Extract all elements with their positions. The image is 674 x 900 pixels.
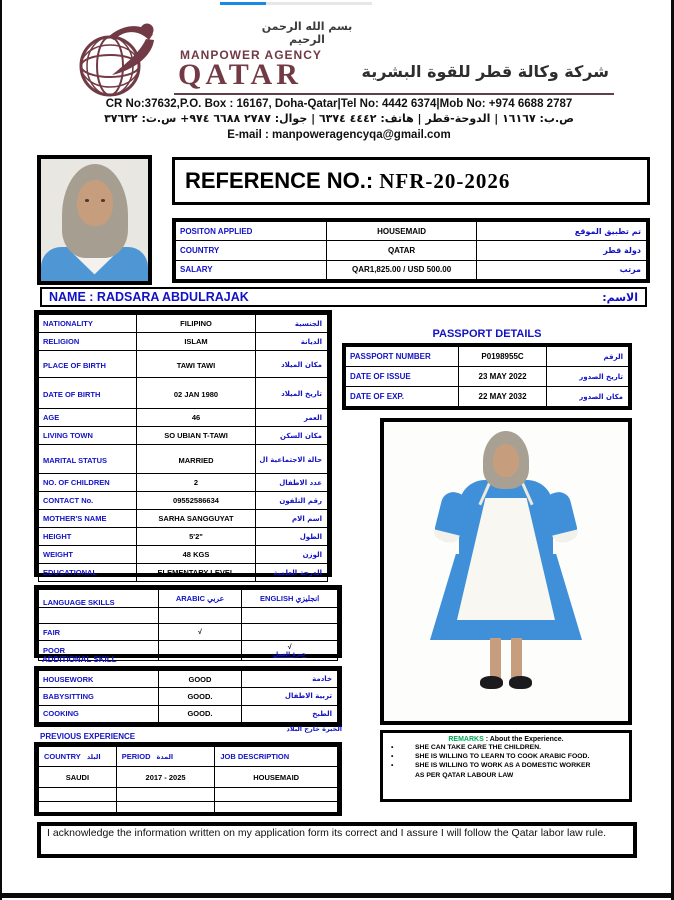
date-of-issue-value: 23 MAY 2022 [459, 367, 547, 387]
contact-line-english: CR No:37632,P.O. Box : 16167, Doha-Qatar|Tel No: 4442 6374|Mob No: +974 6688 2787 [105, 98, 573, 110]
language-empty-english [242, 608, 338, 624]
weight-value: 48 KGS [137, 546, 255, 564]
experience-period [116, 802, 215, 816]
nationality-value: FILIPINO [137, 315, 255, 333]
period-column-header: PERIOD المدة [116, 747, 215, 767]
agency-name-arabic: شركة وكالة قطر للقوة البشرية [361, 62, 609, 81]
work-experience-note: خبرة العمل [273, 650, 307, 658]
table-row [176, 260, 647, 279]
position-applied-arabic: تم تطبيق الموقع [477, 222, 647, 241]
contact-arabic: رقم التلفون [255, 492, 327, 510]
table-row [39, 510, 328, 528]
headshot-face [77, 180, 113, 226]
country-column-header: COUNTRY البلد [39, 747, 117, 767]
table-row [346, 347, 629, 367]
table-row [39, 590, 338, 608]
contact-line-arabic: ص.ب: ١٦١٦٧ | الدوحة-قطر | هاتف: ٤٤٤٢ ٦٣٧٤ | جوال: ٢٧٨٧ ٦٦٨٨ ٩٧٤+ س.ت: ٣٧٦٣٢ [104, 112, 574, 125]
experience-country [39, 802, 117, 816]
age-label: AGE [39, 409, 137, 427]
experience-country [39, 788, 117, 802]
salary-label: SALARY [176, 260, 327, 279]
language-empty-arabic [158, 608, 242, 624]
salary-value: QAR1,825.00 / USD 500.00 [326, 260, 477, 279]
fullbody-leg-right [511, 638, 522, 680]
date-of-issue-label: DATE OF ISSUE [346, 367, 459, 387]
fullbody-shoe-left [480, 676, 503, 689]
housework-label: HOUSEWORK [39, 671, 159, 688]
remark-text: SHE IS WILLING TO LEARN TO COOK ARABIC FOOD. [415, 753, 590, 761]
position-applied-label: POSITON APPLIED [176, 222, 327, 241]
fair-arabic-check: √ [158, 624, 242, 641]
table-row [346, 387, 629, 407]
children-arabic: عدد الاطفال [255, 474, 327, 492]
passport-details-title: PASSPORT DETAILS [432, 328, 542, 340]
date-of-birth-value: 02 JAN 1980 [137, 378, 255, 409]
email-line: E-mail : manpoweragencyqa@gmail.com [227, 129, 451, 141]
date-of-issue-arabic: تاريخ الصدور [546, 367, 628, 387]
salary-arabic: مرتب [477, 260, 647, 279]
top-progress-bar [220, 2, 372, 5]
table-row [39, 378, 328, 409]
table-row [39, 688, 338, 705]
housework-arabic: خادمة [242, 671, 338, 688]
experience-country: SAUDI [39, 767, 117, 788]
applicant-headshot-photo [37, 155, 152, 285]
housework-value: GOOD [158, 671, 242, 688]
date-of-birth-label: DATE OF BIRTH [39, 378, 137, 409]
position-applied-value: HOUSEMAID [326, 222, 477, 241]
marital-status-arabic: حالة الاجتماعية ال [255, 445, 327, 474]
table-row [39, 608, 338, 624]
place-of-birth-label: PLACE OF BIRTH [39, 351, 137, 378]
table-row [39, 315, 328, 333]
table-row [39, 445, 328, 474]
bismillah-calligraphy: بسم الله الرحمن الرحيم [261, 20, 353, 46]
living-town-label: LIVING TOWN [39, 427, 137, 445]
contact-value: 09552586634 [137, 492, 255, 510]
agency-name-line2: QATAR [178, 58, 302, 91]
living-town-arabic: مكان السكن [255, 427, 327, 445]
table-row [39, 528, 328, 546]
table-row [39, 427, 328, 445]
language-empty-label [39, 608, 159, 624]
reference-value: NFR-20-2026 [379, 168, 511, 193]
previous-experience-title: PREVIOUS EXPERIENCE [40, 732, 136, 741]
table-row [39, 492, 328, 510]
table-row [39, 624, 338, 641]
babysitting-label: BABYSITTING [39, 688, 159, 705]
position-applied-table [172, 218, 650, 283]
table-row [39, 705, 338, 722]
remark-item [389, 752, 623, 761]
educational-value: ELEMENTARY LEVEL [137, 564, 255, 582]
applicant-fullbody-photo [380, 418, 632, 725]
mother-name-arabic: اسم الام [255, 510, 327, 528]
educational-label: EDUCATIONAL [39, 564, 137, 582]
language-skills-label: LANGUAGE SKILLS [39, 590, 159, 608]
name-arabic-label: الاسم: [602, 290, 638, 304]
table-row [176, 241, 647, 260]
personal-details-table [34, 310, 332, 577]
name-bar [40, 287, 647, 307]
passport-number-value: P0198955C [459, 347, 547, 367]
poor-label: POOR [39, 641, 159, 661]
agency-name-line1: MANPOWER AGENCY [180, 48, 322, 62]
table-row [39, 351, 328, 378]
applicant-name: NAME : RADSARA ABDULRAJAK [49, 290, 249, 304]
arabic-column-header: ARABIC عربي [158, 590, 242, 608]
religion-value: ISLAM [137, 333, 255, 351]
babysitting-arabic: تربية الاطفال [242, 688, 338, 705]
table-row [39, 333, 328, 351]
country-label: COUNTRY [176, 241, 327, 260]
marital-status-value: MARRIED [137, 445, 255, 474]
passport-details-table [342, 343, 632, 410]
height-value: 5'2" [137, 528, 255, 546]
top-progress-fill [220, 2, 266, 5]
remarks-title-rest: : About the Experience. [483, 736, 564, 743]
bullet-icon: • [391, 753, 394, 761]
table-row [39, 767, 338, 788]
place-of-birth-value: TAWI TAWI [137, 351, 255, 378]
nationality-label: NATIONALITY [39, 315, 137, 333]
agency-globe-logo-icon [70, 20, 180, 100]
previous-experience-table [34, 742, 342, 816]
bullet-icon: • [391, 762, 394, 770]
living-town-value: SO UBIAN T-TAWI [137, 427, 255, 445]
age-value: 46 [137, 409, 255, 427]
experience-period [116, 788, 215, 802]
educational-arabic: الدرجة العلمية [255, 564, 327, 582]
table-row [39, 564, 328, 582]
fullbody-leg-left [490, 638, 501, 680]
children-label: NO. OF CHILDREN [39, 474, 137, 492]
job-column-header: JOB DESCRIPTION [215, 747, 338, 767]
babysitting-value: GOOD. [158, 688, 242, 705]
experience-period: 2017 - 2025 [116, 767, 215, 788]
fair-english-check [242, 624, 338, 641]
country-value: QATAR [326, 241, 477, 260]
remark-item [389, 743, 623, 752]
reference-label: REFERENCE NO.: [185, 168, 374, 193]
date-of-exp-label: DATE OF EXP. [346, 387, 459, 407]
date-of-birth-arabic: تاريخ الميلاد [255, 378, 327, 409]
table-row [39, 409, 328, 427]
date-of-exp-value: 22 MAY 2032 [459, 387, 547, 407]
table-row [39, 474, 328, 492]
table-row [39, 747, 338, 767]
table-row [39, 802, 338, 816]
fullbody-face [493, 444, 519, 477]
table-row [39, 546, 328, 564]
table-row [176, 222, 647, 241]
children-value: 2 [137, 474, 255, 492]
height-arabic: الطول [255, 528, 327, 546]
fullbody-shoe-right [509, 676, 532, 689]
additional-skill-title: ADDITIONAL SKILL [42, 655, 117, 664]
table-row [346, 367, 629, 387]
english-column-header: ENGLISH انجليزي [242, 590, 338, 608]
passport-number-label: PASSPORT NUMBER [346, 347, 459, 367]
poor-arabic-check [158, 641, 242, 661]
place-of-birth-arabic: مكان الميلاد [255, 351, 327, 378]
experience-job: HOUSEMAID [215, 767, 338, 788]
nationality-arabic: الجنسية [255, 315, 327, 333]
cooking-value: GOOD. [158, 705, 242, 722]
page-bottom-border [2, 893, 674, 898]
header-divider [174, 93, 614, 95]
poor-english-check: √ خبرة العمل [242, 641, 338, 661]
cooking-arabic: الطبخ [242, 705, 338, 722]
experience-job [215, 788, 338, 802]
cooking-label: COOKING [39, 705, 159, 722]
weight-arabic: الوزن [255, 546, 327, 564]
fair-label: FAIR [39, 624, 159, 641]
additional-skill-table [34, 666, 342, 727]
mother-name-value: SARHA SANGGUYAT [137, 510, 255, 528]
remark-item [389, 761, 623, 779]
remark-text: SHE CAN TAKE CARE THE CHILDREN. [415, 744, 541, 751]
remark-text: SHE IS WILLING TO WORK AS A DOMESTIC WORKER AS PER QATAR LABOUR LAW [415, 762, 591, 779]
language-skills-table [34, 585, 342, 658]
experience-arabic-title: الخبرة خارج البلاد [286, 725, 342, 733]
contact-label: CONTACT No. [39, 492, 137, 510]
country-arabic: دولة قطر [477, 241, 647, 260]
bullet-icon: • [391, 744, 394, 751]
experience-job [215, 802, 338, 816]
religion-label: RELIGION [39, 333, 137, 351]
acknowledgment-box: I acknowledge the information written on my application form its correct and I assure I will follow the Qatar labor law rule. [37, 822, 637, 858]
remarks-box [380, 730, 632, 802]
remarks-title-green: REMARKS [448, 736, 484, 743]
weight-label: WEIGHT [39, 546, 137, 564]
age-arabic: العمر [255, 409, 327, 427]
passport-number-arabic: الرقم [546, 347, 628, 367]
height-label: HEIGHT [39, 528, 137, 546]
date-of-exp-arabic: مكان الصدور [546, 387, 628, 407]
religion-arabic: الديانة [255, 333, 327, 351]
mother-name-label: MOTHER'S NAME [39, 510, 137, 528]
marital-status-label: MARITAL STATUS [39, 445, 137, 474]
reference-number-box [172, 157, 650, 205]
table-row [39, 671, 338, 688]
remarks-title [389, 736, 623, 743]
table-row [39, 788, 338, 802]
